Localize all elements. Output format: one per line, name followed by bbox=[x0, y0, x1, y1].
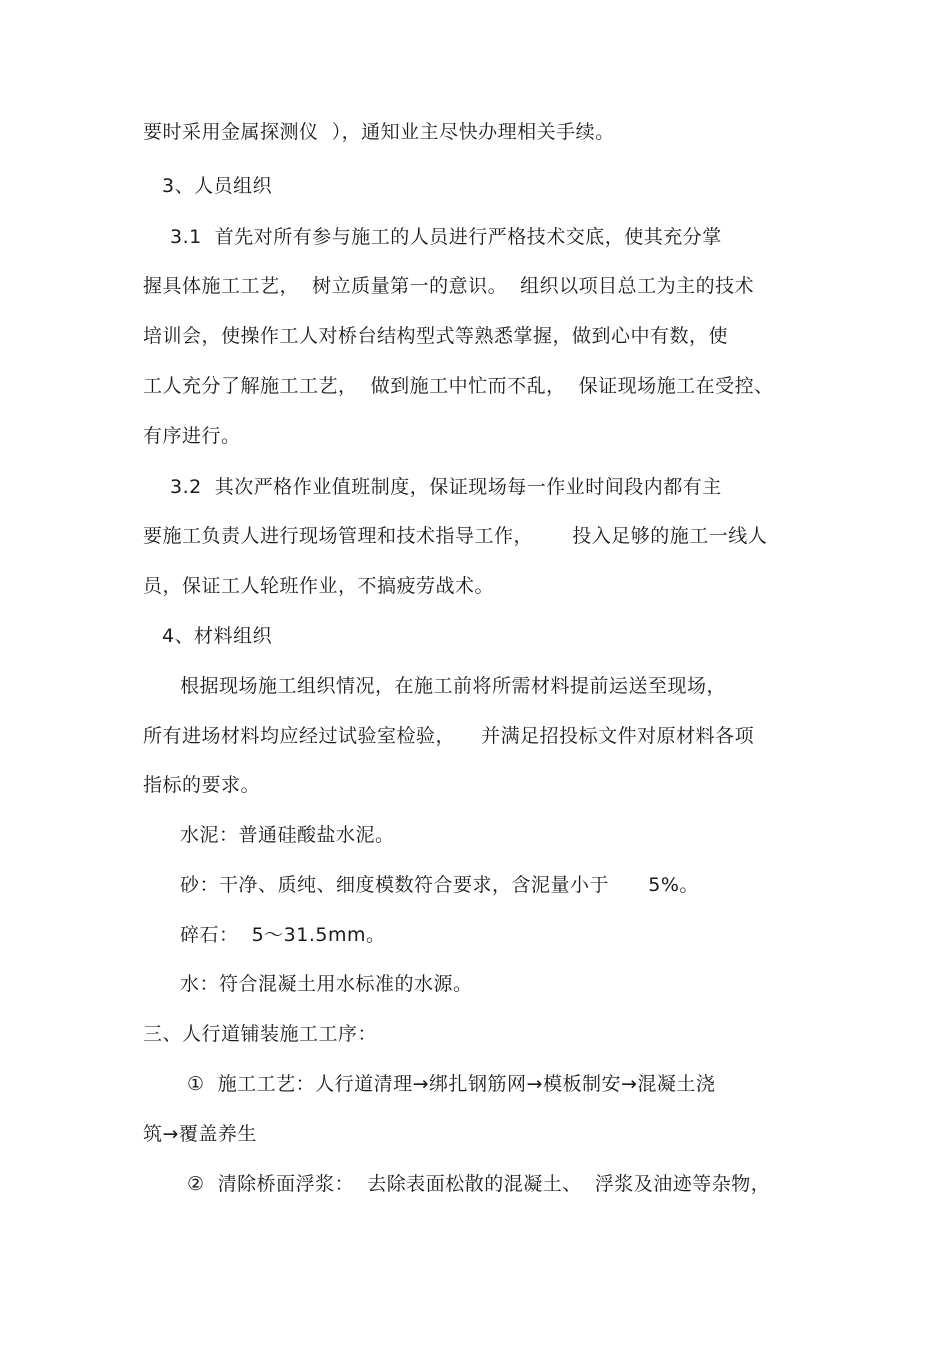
section-heading-materials: 4、材料组织 bbox=[162, 625, 273, 647]
material-item-water: 水：符合混凝土用水标准的水源。 bbox=[180, 973, 473, 995]
paragraph-line-3: 3.1 首先对所有参与施工的人员进行严格技术交底，使其充分掌 bbox=[170, 226, 722, 248]
paragraph-line-10: 员，保证工人轮班作业，不搞疲劳战术。 bbox=[143, 575, 495, 597]
paragraph-line-5: 培训会，使操作工人对桥台结构型式等熟悉掌握，做到心中有数，使 bbox=[143, 325, 729, 347]
procedure-step-1-continued: 筑→覆盖养生 bbox=[143, 1123, 257, 1145]
paragraph-line-1: 要时采用金属探测仪 ），通知业主尽快办理相关手续。 bbox=[143, 121, 615, 143]
paragraph-line-12: 根据现场施工组织情况，在施工前将所需材料提前运送至现场， bbox=[180, 675, 727, 697]
paragraph-line-9: 要施工负责人进行现场管理和技术指导工作， 投入足够的施工一线人 bbox=[143, 525, 768, 547]
section-heading-sidewalk: 三、人行道铺装施工工序： bbox=[143, 1023, 378, 1045]
paragraph-line-6: 工人充分了解施工工艺， 做到施工中忙而不乱， 保证现场施工在受控、 bbox=[143, 375, 774, 397]
material-item-sand: 砂：干净、质纯、细度模数符合要求，含泥量小于 5%。 bbox=[180, 874, 699, 896]
paragraph-line-13: 所有进场材料均应经过试验室检验， 并满足招投标文件对原材料各项 bbox=[143, 725, 755, 747]
material-item-cement: 水泥：普通硅酸盐水泥。 bbox=[180, 824, 395, 846]
procedure-step-1: ① 施工工艺：人行道清理→绑扎钢筋网→模板制安→混凝土浇 bbox=[187, 1073, 716, 1095]
procedure-step-2: ② 清除桥面浮浆： 去除表面松散的混凝土、 浮浆及油迹等杂物， bbox=[187, 1173, 771, 1195]
paragraph-line-8: 3.2 其次严格作业值班制度，保证现场每一作业时间段内都有主 bbox=[170, 476, 722, 498]
paragraph-line-7: 有序进行。 bbox=[143, 425, 241, 447]
section-heading-personnel: 3、人员组织 bbox=[162, 175, 273, 197]
material-item-gravel: 碎石： 5～31.5mm。 bbox=[180, 924, 386, 946]
paragraph-line-14: 指标的要求。 bbox=[143, 774, 261, 796]
paragraph-line-4: 握具体施工工艺， 树立质量第一的意识。 组织以项目总工为主的技术 bbox=[143, 275, 755, 297]
